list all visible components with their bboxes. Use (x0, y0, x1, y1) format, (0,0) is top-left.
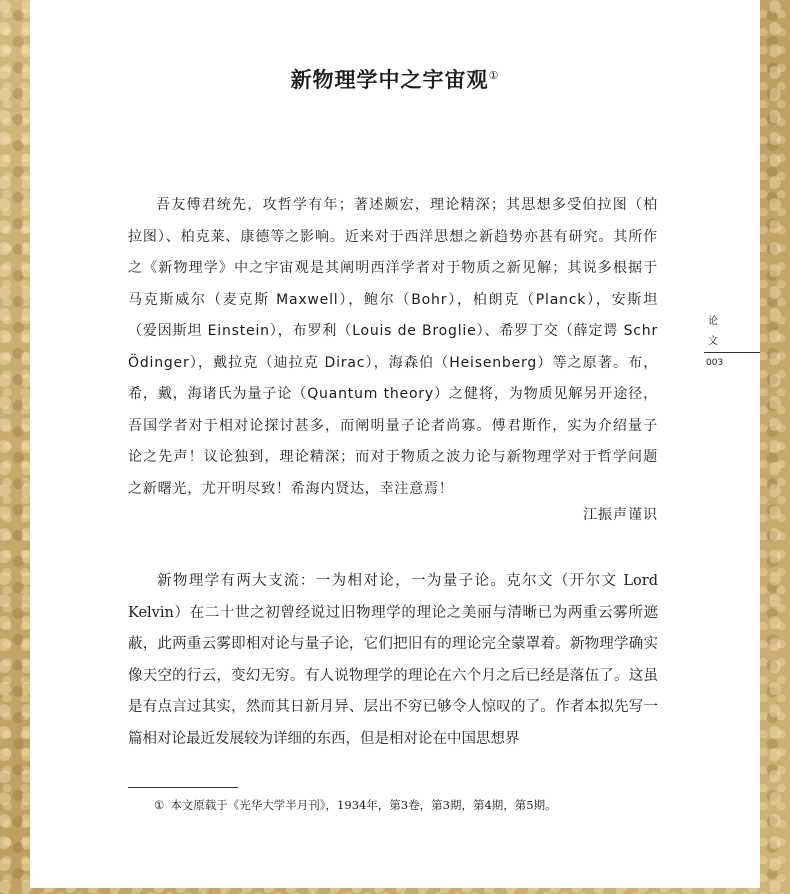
footnote-number: ① (154, 798, 165, 812)
section-divider (704, 352, 760, 353)
section-label (704, 312, 734, 352)
page (30, 0, 760, 888)
preface-signature: 江振声谨识 (583, 507, 658, 523)
article-title (30, 64, 760, 94)
page-number: 003 (706, 358, 724, 368)
body-paragraph: 新物理学有两大支流：一为相对论，一为量子论。克尔文（开尔文 Lord Kelvin）在二十世之初曾经说过旧物理学的理论之美丽与清晰已为两重云雾所遮蔽，此两重云雾即相对论与量子论，它们把旧有的理论完全蒙罩着。新物理学确实像天空的行云，变幻无穷。有人说物理学的理论在六个月之后已经是落伍了。这虽是有点言过其实，然而其日新月异、层出不穷已够令人惊叹的了。作者本拟先写一篇相对论最近发展较为详细的东西，但是相对论在中国思想界 (128, 573, 658, 747)
section-label-char-1: 论 (708, 316, 718, 327)
article-title-text: 新物理学中之宇宙观 (290, 67, 489, 92)
footnote-divider (128, 787, 238, 788)
preface-paragraph: 吾友傅君统先，攻哲学有年；著述颇宏，理论精深；其思想多受伯拉图（柏拉图）、柏克莱、康德等之影响。近来对于西洋思想之新趋势亦甚有研究。其所作之《新物理学》中之宇宙观是其阐明西洋学者对于物质之新见解；其说多根据于马克斯威尔（麦克斯 Maxwell），鲍尔（Bohr），柏朗克（Planck），安斯坦（爱因斯坦 Einstein），布罗利（Louis de Broglie）、希罗丁交（薛定谔 Schr Ödinger），戴拉克（迪拉克 Dirac），海森伯（Heisenberg）等之原著。布，希，戴，海诸氏为量子论（Quantum theory）之健将，为物质见解另开途径，吾国学者对于相对论探讨甚多，而阐明量子论者尚寡。傅君斯作，实为介绍量子论之先声！议论独到，理论精深；而对于物质之波力论与新物理学对于哲学问题之新曙光，尤开明尽致！希海内贤达，幸注意焉！ (128, 197, 658, 497)
section-label-char-2: 文 (708, 336, 718, 347)
footnote-text: 本文原载于《光华大学半月刊》，1934年，第3卷，第3期，第4期，第5期。 (170, 798, 557, 812)
footnote (154, 797, 674, 813)
footnote-marker: ① (488, 69, 500, 82)
